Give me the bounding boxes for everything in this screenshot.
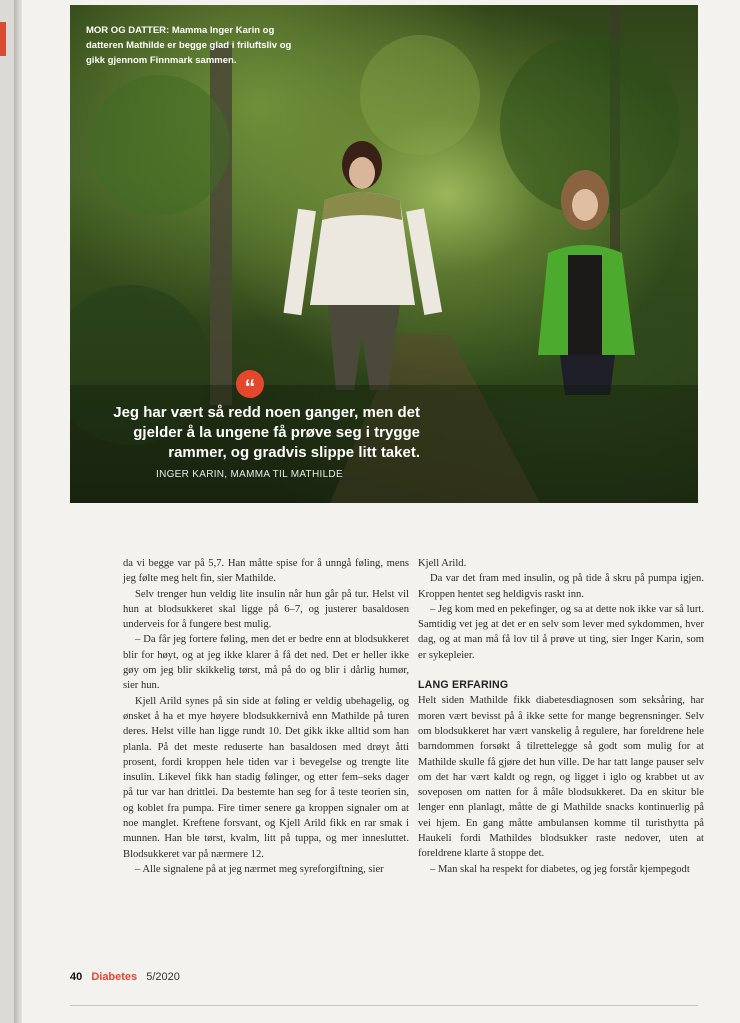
paragraph: – Alle signalene på at jeg nærmet meg syreforgiftning, sier — [135, 863, 384, 875]
caption-lead: MOR OG DATTER: — [86, 25, 170, 36]
magazine-name: Diabetes — [91, 971, 138, 983]
photo-caption — [86, 23, 306, 68]
paragraph: Kjell Arild synes på sin side at føling er veldig ubehagelig, og ønsket å ha et mye høyere blodsukkernivå enn Mathilde på turen deres. Helst ville han ligge rundt 10. Det gikk ikke alltid som han planla. På det meste reduserte han basaldosen med drøyt åtti prosent, fordi kroppen hele tiden var i bevegelse og trengte lite insulin. Likevel fikk han stadig følinger, og etter fem–seks dager på tur var han drittlei. Da bestemte han seg for å teste teorien sin, og koblet fra pumpa. Fire timer senere ga kroppen signaler om at noe manglet. Kreftene forsvant, og Kjell Arild fikk en rar smak i munnen. Han ble tørst, kvalm, litt på tuppa, og mer innesluttet. Blodsukkeret var på nærmere 12. — [123, 695, 409, 860]
paragraph: – Jeg kom med en pekefinger, og sa at dette nok ikke var så lurt. Samtidig vet jeg at det er en selv som lever med sykdommen, hver dag, og at man må få lov til å prøve ut ting, sier Inger Karin, som er sykepleier. — [418, 603, 704, 661]
issue-number: 5/2020 — [146, 971, 180, 983]
page-edge — [14, 0, 22, 1023]
paragraph: Kjell Arild. — [418, 558, 467, 569]
section-subheading: LANG ERFARING — [418, 679, 509, 692]
paragraph: – Man skal ha respekt for diabetes, og jeg forstår kjempegodt — [430, 863, 690, 875]
pull-quote — [90, 403, 420, 463]
paragraph: Selv trenger hun veldig lite insulin når hun går på tur. Helst vil hun at blodsukkeret skal ligge på 6–7, og justerer basaldosen underveis for å fungere best mulig. — [123, 588, 409, 631]
footer-rule — [70, 1005, 698, 1006]
forest-photo — [70, 5, 698, 503]
article-column-left — [123, 556, 409, 877]
pull-quote-line: rammer, og gradvis slippe litt taket. — [168, 444, 420, 461]
page-footer — [70, 971, 180, 983]
article-column-right — [418, 556, 704, 877]
page-number: 40 — [70, 971, 83, 983]
paragraph: da vi begge var på 5,7. Han måtte spise for å unngå føling, mens jeg følte meg helt fin, sier Mathilde. — [123, 558, 409, 585]
paragraph: – Da får jeg fortere føling, men det er bedre enn at blodsukkeret blir for høyt, og at jeg ikke klarer å få det ned. Det er heller ikke gøy om jeg blir skikkelig tørst, må på do og blir i dårlig humør, sier hun. — [123, 634, 409, 692]
pull-quote-line: Jeg har vært så redd noen ganger, men det — [113, 404, 420, 421]
pull-quote-line: gjelder å la ungene få prøve seg i trygge — [133, 424, 420, 441]
caption-text: Mamma Inger Karin og datteren Mathilde er begge glad i friluftsliv og gikk gjennom Finnmark sammen. — [86, 25, 292, 66]
quote-attribution: INGER KARIN, MAMMA TIL MATHILDE — [156, 469, 343, 480]
quote-mark-icon: “ — [236, 370, 264, 398]
paragraph: Da var det fram med insulin, og på tide å skru på pumpa igjen. Kroppen hentet seg heldigvis raskt inn. — [418, 573, 704, 600]
section-tab — [0, 22, 6, 56]
paragraph: Helt siden Mathilde fikk diabetesdiagnosen som seksåring, har moren vært bevisst på å ikke sette for mange begrensninger. Selv om blodsukkeret har vært vanskelig å regulere, har foreldrene hele barndommen forsøkt å tilrettelegge så godt som mulig for at Mathilde skulle få gjøre det hun ville. De har tatt lange pauser selv om det har vært kaldt og regn, og ligget i iglo og krabbet ut av soveposen om natten for å måle blodsukkeret. Da en skitur ble lenger enn planlagt, måtte de gi Mathilde snacks kontinuerlig på vei hjem. En gang måtte ambulansen komme til turisthytta på Haukeli fordi Mathildes blodsukker raste nedover, uten at foreldrene klarte å stoppe det. — [418, 695, 704, 860]
